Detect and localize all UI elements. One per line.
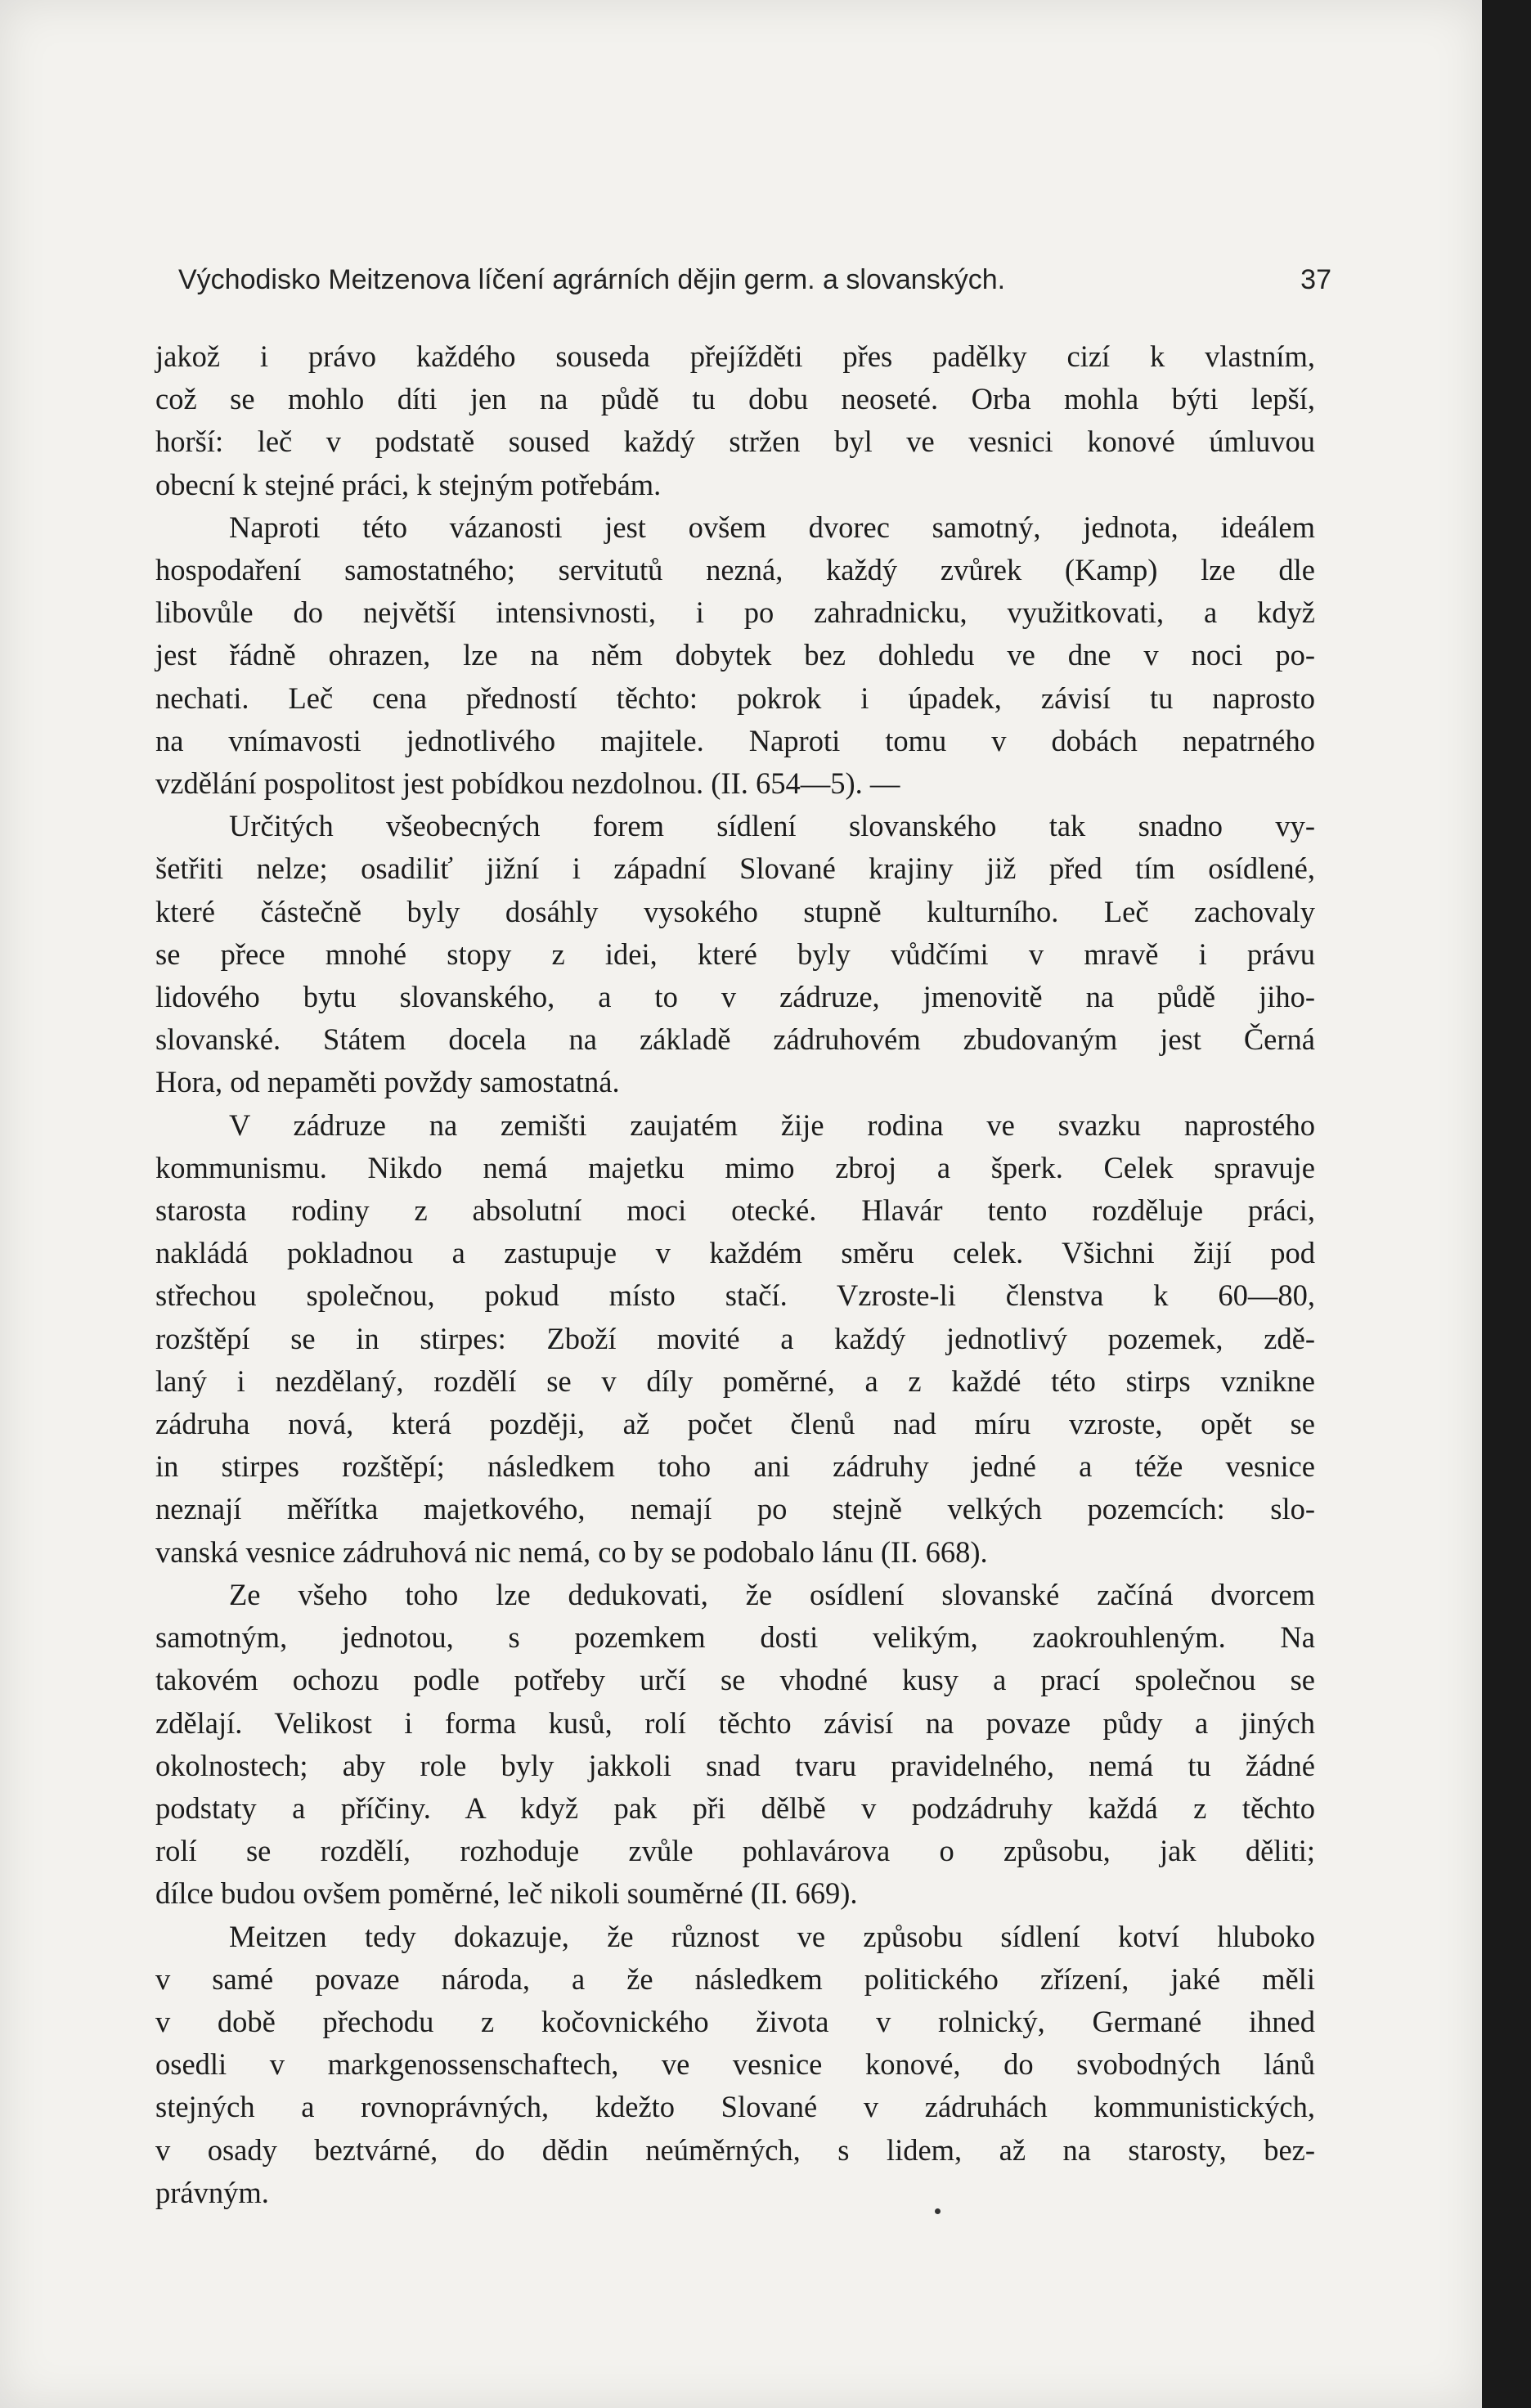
text-line: právným.	[155, 2175, 269, 2209]
text-line: takovém ochozu podle potřeby určí se vhodné kusy a prací společnou se	[155, 1663, 1315, 1697]
page-number: 37	[1300, 264, 1331, 295]
text-line: obecní k stejné práci, k stejným potřebám.	[155, 467, 662, 501]
text-line: laný i nezdělaný, rozdělí se v díly poměrné, a z každé této stirps vznikne	[155, 1363, 1315, 1398]
text-line: nakládá pokladnou a zastupuje v každém směru celek. Všichni žijí pod	[155, 1236, 1315, 1270]
text-line: Naproti této vázanosti jest ovšem dvorec samotný, jednota, ideálem	[229, 510, 1315, 544]
running-title: Východisko Meitzenova líčení agrárních dějin germ. a slovanských.	[178, 264, 1006, 295]
paragraph-3	[155, 805, 1315, 1103]
text-line: v samé povaze národa, a že následkem politického zřízení, jaké měli	[155, 1961, 1315, 1996]
text-line: se přece mnohé stopy z idei, které byly vůdčími v mravě i právu	[155, 937, 1315, 971]
text-line: podstaty a příčiny. A když pak při dělbě v podzádruhy každá z těchto	[155, 1790, 1315, 1825]
text-line: Určitých všeobecných forem sídlení slovanského tak snadno vy-	[229, 809, 1315, 843]
text-line: vanská vesnice zádruhová nic nemá, co by se podobalo lánu (II. 668).	[155, 1534, 988, 1569]
text-line: zdělají. Velikost i forma kusů, rolí těchto závisí na povaze půdy a jiných	[155, 1705, 1315, 1740]
text-line: Meitzen tedy dokazuje, že různost ve způsobu sídlení kotví hluboko	[229, 1919, 1315, 1953]
body-text	[155, 335, 1315, 2214]
paragraph-2	[155, 506, 1315, 805]
text-line: střechou společnou, pokud místo stačí. Vzroste-li členstva k 60—80,	[155, 1278, 1315, 1313]
text-line: osedli v markgenossenschaftech, ve vesnice konové, do svobodných lánů	[155, 2047, 1315, 2082]
text-line: nechati. Leč cena předností těchto: pokrok i úpadek, závisí tu naprosto	[155, 681, 1315, 715]
text-line: libovůle do největší intensivnosti, i po zahradnicku, využitkovati, a když	[155, 595, 1315, 630]
text-line: Hora, od nepaměti povždy samostatná.	[155, 1065, 620, 1099]
text-line: slovanské. Státem docela na základě zádruhovém zbudovaným jest Černá	[155, 1022, 1315, 1057]
text-line: vzdělání pospolitost jest pobídkou nezdolnou. (II. 654—5). —	[155, 766, 900, 801]
text-line: což se mohlo díti jen na půdě tu dobu neoseté. Orba mohla býti lepší,	[155, 382, 1315, 416]
paragraph-5	[155, 1574, 1315, 1916]
text-line: kommunismu. Nikdo nemá majetku mimo zbroj a šperk. Celek spravuje	[155, 1150, 1315, 1184]
paragraph-1	[155, 335, 1315, 506]
paragraph-4	[155, 1104, 1315, 1574]
text-line: lidového bytu slovanského, a to v zádruze, jmenovitě na půdě jiho-	[155, 980, 1315, 1014]
text-line: rozštěpí se in stirpes: Zboží movité a každý jednotlivý pozemek, zdě-	[155, 1321, 1315, 1355]
text-line: které částečně byly dosáhly vysokého stupně kulturního. Leč zachovaly	[155, 894, 1315, 928]
text-line: neznají měřítka majetkového, nemají po stejně velkých pozemcích: slo-	[155, 1492, 1315, 1526]
text-line: V zádruze na zemišti zaujatém žije rodina ve svazku naprostého	[229, 1107, 1315, 1142]
text-line: in stirpes rozštěpí; následkem toho ani zádruhy jedné a téže vesnice	[155, 1449, 1315, 1484]
text-line: jakož i právo každého souseda přejížděti přes padělky cizí k vlastním,	[155, 339, 1315, 373]
text-line: starosta rodiny z absolutní moci otecké. Hlavár tento rozděluje práci,	[155, 1193, 1315, 1228]
text-line: hospodaření samostatného; servitutů nezná, každý zvůrek (Kamp) lze dle	[155, 553, 1315, 587]
text-line: stejných a rovnoprávných, kdežto Slované v zádruhách kommunistických,	[155, 2090, 1315, 2124]
text-line: zádruha nová, která později, až počet členů nad míru vzroste, opět se	[155, 1407, 1315, 1441]
text-line: horší: leč v podstatě soused každý stržen byl ve vesnici konové úmluvou	[155, 425, 1315, 459]
text-line: jest řádně ohrazen, lze na něm dobytek bez dohledu ve dne v noci po-	[155, 638, 1315, 672]
text-line: na vnímavosti jednotlivého majitele. Naproti tomu v dobách nepatrného	[155, 723, 1315, 757]
text-line: rolí se rozdělí, rozhoduje zvůle pohlavárova o způsobu, jak děliti;	[155, 1834, 1315, 1868]
text-line: v době přechodu z kočovnického života v rolnický, Germané ihned	[155, 2004, 1315, 2038]
paragraph-6	[155, 1916, 1315, 2214]
text-line: šetřiti nelze; osadiliť jižní i západní Slované krajiny již před tím osídlené,	[155, 851, 1315, 886]
running-header	[178, 264, 1331, 296]
print-speck	[935, 2208, 941, 2214]
text-line: okolnostech; aby role byly jakkoli snad tvaru pravidelného, nemá tu žádné	[155, 1748, 1315, 1782]
text-line: samotným, jednotou, s pozemkem dosti velikým, zaokrouhleným. Na	[155, 1620, 1315, 1655]
text-line: v osady beztvárné, do dědin neúměrných, s lidem, až na starosty, bez-	[155, 2132, 1315, 2167]
text-line: Ze všeho toho lze dedukovati, že osídlení slovanské začíná dvorcem	[229, 1577, 1315, 1611]
text-line: dílce budou ovšem poměrné, leč nikoli souměrné (II. 669).	[155, 1876, 858, 1911]
